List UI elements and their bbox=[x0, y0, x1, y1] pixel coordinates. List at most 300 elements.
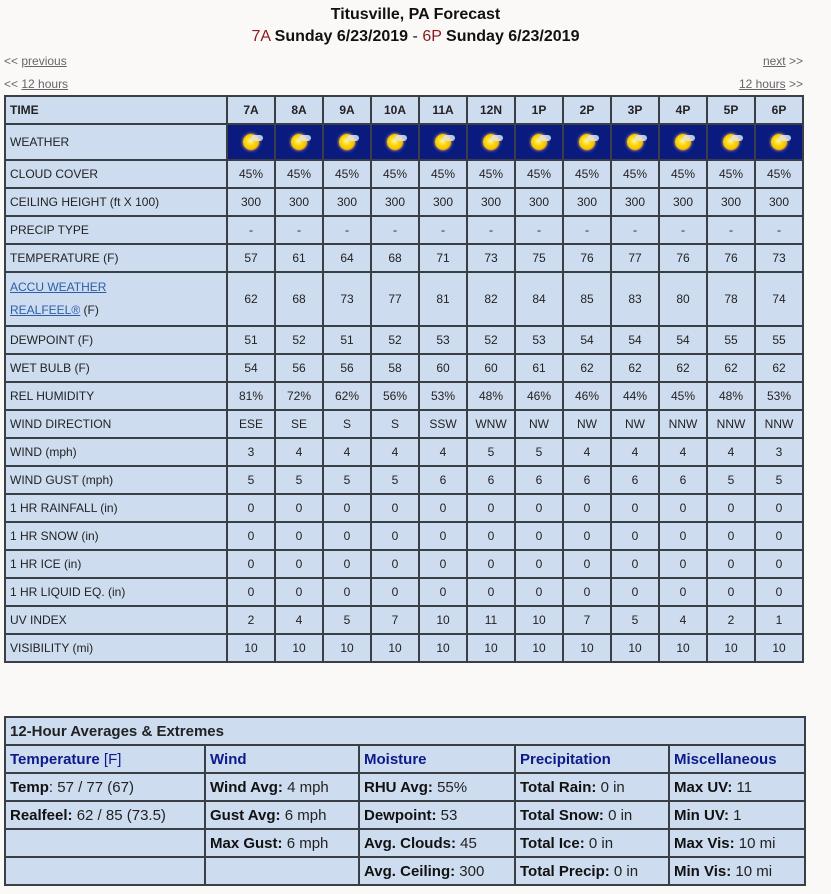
average-cell bbox=[205, 773, 359, 801]
category-miscellaneous bbox=[669, 745, 805, 773]
row-label: VISIBILITY (mi) bbox=[5, 634, 227, 662]
end-date: Sunday 6/23/2019 bbox=[446, 28, 580, 45]
forecast-value: 56% bbox=[371, 382, 419, 410]
average-key: Temp bbox=[10, 778, 49, 796]
forecast-value: 45% bbox=[227, 160, 275, 188]
forecast-value: 54 bbox=[611, 326, 659, 354]
forecast-value: 52 bbox=[275, 326, 323, 354]
forecast-value: - bbox=[611, 216, 659, 244]
average-cell bbox=[359, 857, 515, 885]
forecast-value: 57 bbox=[227, 244, 275, 272]
forecast-value: 4 bbox=[419, 438, 467, 466]
forecast-value: 77 bbox=[611, 244, 659, 272]
forecast-value: 0 bbox=[371, 578, 419, 606]
forecast-value: 10 bbox=[371, 634, 419, 662]
forecast-value: 61 bbox=[515, 354, 563, 382]
row-label: UV INDEX bbox=[5, 606, 227, 634]
forecast-value: 0 bbox=[419, 550, 467, 578]
forecast-value: 6 bbox=[467, 466, 515, 494]
forecast-value: 52 bbox=[371, 326, 419, 354]
partly-sunny-icon bbox=[670, 132, 696, 152]
forecast-value: 2 bbox=[707, 606, 755, 634]
row-label: WET BULB (F) bbox=[5, 354, 227, 382]
average-cell bbox=[515, 829, 669, 857]
forecast-value: 5 bbox=[275, 466, 323, 494]
time-label: TIME bbox=[5, 96, 227, 124]
partly-sunny-icon bbox=[718, 132, 744, 152]
forecast-value: 300 bbox=[515, 188, 563, 216]
partly-sunny-icon bbox=[286, 132, 312, 152]
average-value: 300 bbox=[459, 862, 485, 880]
average-key: Realfeel: bbox=[10, 806, 73, 824]
hour-header: 1P bbox=[515, 96, 563, 124]
forecast-value: 83 bbox=[611, 272, 659, 326]
category-moisture bbox=[359, 745, 515, 773]
average-cell bbox=[359, 801, 515, 829]
forecast-value: NNW bbox=[659, 410, 707, 438]
average-key: Wind Avg: bbox=[210, 778, 283, 796]
forecast-value: 53 bbox=[419, 326, 467, 354]
nav-previous bbox=[4, 54, 67, 68]
averages-row bbox=[5, 857, 805, 885]
forecast-value: 3 bbox=[227, 438, 275, 466]
forecast-value: 0 bbox=[563, 550, 611, 578]
forecast-value: 76 bbox=[659, 244, 707, 272]
hour-header: 10A bbox=[371, 96, 419, 124]
partly-sunny-icon bbox=[766, 132, 792, 152]
forecast-value: 300 bbox=[467, 188, 515, 216]
forecast-value: 4 bbox=[611, 438, 659, 466]
forecast-value: 45% bbox=[659, 382, 707, 410]
row-label bbox=[5, 272, 227, 326]
row-label: 1 HR ICE (in) bbox=[5, 550, 227, 578]
forecast-value: 5 bbox=[371, 466, 419, 494]
average-cell bbox=[5, 829, 205, 857]
forecast-value: 0 bbox=[323, 550, 371, 578]
forecast-value: 53% bbox=[755, 382, 803, 410]
forecast-value: 6 bbox=[419, 466, 467, 494]
forecast-value: 0 bbox=[611, 494, 659, 522]
forecast-value: 0 bbox=[611, 522, 659, 550]
average-cell bbox=[669, 829, 805, 857]
weather-cell bbox=[755, 124, 803, 160]
forecast-value: 10 bbox=[515, 606, 563, 634]
forecast-value: - bbox=[419, 216, 467, 244]
forecast-value: 0 bbox=[755, 494, 803, 522]
forecast-value: 0 bbox=[419, 494, 467, 522]
weather-cell bbox=[563, 124, 611, 160]
partly-sunny-icon bbox=[478, 132, 504, 152]
row-label: DEWPOINT (F) bbox=[5, 326, 227, 354]
forecast-value: 0 bbox=[227, 578, 275, 606]
forecast-value: 5 bbox=[515, 438, 563, 466]
forecast-value: - bbox=[275, 216, 323, 244]
start-time: 7A bbox=[251, 28, 271, 45]
hour-header: 8A bbox=[275, 96, 323, 124]
weather-cell bbox=[515, 124, 563, 160]
average-cell bbox=[5, 857, 205, 885]
forecast-value: 0 bbox=[323, 578, 371, 606]
forecast-value: 300 bbox=[755, 188, 803, 216]
forecast-value: 10 bbox=[227, 634, 275, 662]
category-temperature bbox=[5, 745, 205, 773]
forecast-value: 52 bbox=[467, 326, 515, 354]
weather-row bbox=[5, 124, 803, 160]
forecast-value: 73 bbox=[755, 244, 803, 272]
forecast-value: 6 bbox=[515, 466, 563, 494]
average-value: 4 mph bbox=[287, 778, 329, 796]
forecast-value: 0 bbox=[659, 578, 707, 606]
row-label: TEMPERATURE (F) bbox=[5, 244, 227, 272]
category-unit: [F] bbox=[99, 750, 122, 768]
average-key: RHU Avg: bbox=[364, 778, 433, 796]
averages-category-row bbox=[5, 745, 805, 773]
average-value: 11 bbox=[736, 778, 753, 796]
previous-link[interactable]: previous bbox=[21, 54, 67, 68]
average-cell bbox=[669, 773, 805, 801]
forecast-value: 4 bbox=[275, 438, 323, 466]
time-header-row bbox=[5, 96, 803, 124]
forecast-value: NW bbox=[611, 410, 659, 438]
forecast-value: 62 bbox=[563, 354, 611, 382]
forecast-value: 0 bbox=[563, 494, 611, 522]
forecast-value: 45% bbox=[275, 160, 323, 188]
forecast-row bbox=[5, 438, 803, 466]
category-precipitation bbox=[515, 745, 669, 773]
forecast-value: 51 bbox=[323, 326, 371, 354]
forecast-value: 72% bbox=[275, 382, 323, 410]
forecast-value: 10 bbox=[563, 634, 611, 662]
forecast-value: 0 bbox=[659, 522, 707, 550]
average-cell bbox=[359, 829, 515, 857]
forecast-value: 10 bbox=[755, 634, 803, 662]
forecast-value: - bbox=[467, 216, 515, 244]
average-sep: : bbox=[48, 778, 58, 796]
weather-cell bbox=[275, 124, 323, 160]
row-label: 1 HR LIQUID EQ. (in) bbox=[5, 578, 227, 606]
averages-row bbox=[5, 801, 805, 829]
average-key: Avg. Ceiling: bbox=[364, 862, 456, 880]
average-key: Total Rain: bbox=[520, 778, 597, 796]
forecast-value: 0 bbox=[227, 494, 275, 522]
forecast-row bbox=[5, 326, 803, 354]
forecast-value: 45% bbox=[467, 160, 515, 188]
weather-cell bbox=[419, 124, 467, 160]
forecast-value: 53 bbox=[515, 326, 563, 354]
forecast-value: - bbox=[707, 216, 755, 244]
average-cell bbox=[359, 773, 515, 801]
forecast-value: 48% bbox=[467, 382, 515, 410]
forecast-value: 73 bbox=[323, 272, 371, 326]
forecast-value: 4 bbox=[707, 438, 755, 466]
forecast-value: 58 bbox=[371, 354, 419, 382]
forecast-value: 4 bbox=[275, 606, 323, 634]
average-key: Min Vis: bbox=[674, 862, 732, 880]
forecast-row bbox=[5, 578, 803, 606]
forecast-value: 62 bbox=[611, 354, 659, 382]
forecast-value: 0 bbox=[707, 522, 755, 550]
forecast-value: 10 bbox=[515, 634, 563, 662]
forecast-value: 5 bbox=[467, 438, 515, 466]
forecast-value: 77 bbox=[371, 272, 419, 326]
forecast-value: 54 bbox=[659, 326, 707, 354]
average-value: 1 bbox=[733, 806, 742, 824]
start-date: Sunday 6/23/2019 bbox=[274, 28, 409, 45]
weather-cell bbox=[467, 124, 515, 160]
forecast-value: 0 bbox=[467, 522, 515, 550]
forecast-value: 6 bbox=[563, 466, 611, 494]
forecast-value: - bbox=[515, 216, 563, 244]
forecast-value: 0 bbox=[227, 550, 275, 578]
nav-prev-12-hours bbox=[4, 77, 68, 91]
forecast-range bbox=[0, 26, 831, 48]
forecast-row bbox=[5, 550, 803, 578]
range-separator: - bbox=[412, 28, 418, 45]
forecast-value: 10 bbox=[275, 634, 323, 662]
forecast-value: NNW bbox=[755, 410, 803, 438]
forecast-value: NW bbox=[563, 410, 611, 438]
average-key: Min UV: bbox=[674, 806, 729, 824]
forecast-value: 4 bbox=[659, 606, 707, 634]
forecast-value: 0 bbox=[707, 578, 755, 606]
forecast-value: 7 bbox=[563, 606, 611, 634]
forecast-value: 46% bbox=[515, 382, 563, 410]
forecast-row bbox=[5, 216, 803, 244]
forecast-value: 48% bbox=[707, 382, 755, 410]
forecast-value: 2 bbox=[227, 606, 275, 634]
forecast-value: 10 bbox=[419, 606, 467, 634]
forecast-value: SE bbox=[275, 410, 323, 438]
forecast-value: 0 bbox=[755, 522, 803, 550]
forecast-value: 300 bbox=[419, 188, 467, 216]
hour-header: 6P bbox=[755, 96, 803, 124]
average-key: Total Ice: bbox=[520, 834, 585, 852]
forecast-row bbox=[5, 606, 803, 634]
accuweather-link[interactable]: ACCU WEATHER bbox=[10, 280, 107, 294]
prev-12-hours-link[interactable]: 12 hours bbox=[21, 77, 69, 91]
forecast-value: 78 bbox=[707, 272, 755, 326]
forecast-value: 84 bbox=[515, 272, 563, 326]
averages-title: 12-Hour Averages & Extremes bbox=[5, 717, 805, 745]
forecast-value: 0 bbox=[275, 578, 323, 606]
forecast-value: 0 bbox=[227, 522, 275, 550]
category-name: Wind bbox=[210, 750, 247, 768]
partly-sunny-icon bbox=[238, 132, 264, 152]
partly-sunny-icon bbox=[574, 132, 600, 152]
category-name: Temperature bbox=[10, 750, 100, 768]
forecast-value: 71 bbox=[419, 244, 467, 272]
forecast-value: 62 bbox=[755, 354, 803, 382]
forecast-value: WNW bbox=[467, 410, 515, 438]
forecast-value: 300 bbox=[371, 188, 419, 216]
forecast-value: 0 bbox=[755, 578, 803, 606]
average-value: 0 in bbox=[613, 862, 639, 880]
forecast-value: - bbox=[371, 216, 419, 244]
forecast-value: 0 bbox=[467, 494, 515, 522]
forecast-value: 82 bbox=[467, 272, 515, 326]
forecast-value: 54 bbox=[227, 354, 275, 382]
forecast-row bbox=[5, 188, 803, 216]
average-cell bbox=[205, 801, 359, 829]
forecast-value: 56 bbox=[323, 354, 371, 382]
weather-cell bbox=[323, 124, 371, 160]
row-label: PRECIP TYPE bbox=[5, 216, 227, 244]
average-key: Gust Avg: bbox=[210, 806, 281, 824]
forecast-value: 5 bbox=[323, 466, 371, 494]
forecast-value: 0 bbox=[563, 522, 611, 550]
next-12-hours-link[interactable]: 12 hours bbox=[738, 77, 786, 91]
forecast-value: 5 bbox=[611, 606, 659, 634]
forecast-value: 45% bbox=[419, 160, 467, 188]
row-label: WIND GUST (mph) bbox=[5, 466, 227, 494]
forecast-value: 0 bbox=[275, 550, 323, 578]
forecast-value: 1 bbox=[755, 606, 803, 634]
forecast-row bbox=[5, 354, 803, 382]
forecast-value: 0 bbox=[275, 494, 323, 522]
forecast-row bbox=[5, 272, 803, 326]
forecast-value: 64 bbox=[323, 244, 371, 272]
forecast-value: 300 bbox=[323, 188, 371, 216]
forecast-value: 0 bbox=[467, 550, 515, 578]
forecast-value: 0 bbox=[515, 494, 563, 522]
nav-next bbox=[763, 54, 803, 68]
forecast-value: S bbox=[323, 410, 371, 438]
forecast-value: 75 bbox=[515, 244, 563, 272]
average-key: Total Precip: bbox=[520, 862, 610, 880]
next-link[interactable]: next bbox=[762, 54, 786, 68]
category-wind bbox=[205, 745, 359, 773]
forecast-value: 4 bbox=[563, 438, 611, 466]
forecast-value: 46% bbox=[563, 382, 611, 410]
forecast-value: 45% bbox=[611, 160, 659, 188]
average-cell bbox=[5, 773, 205, 801]
average-cell bbox=[5, 801, 205, 829]
row-label-unit: (F) bbox=[80, 303, 99, 317]
average-cell bbox=[669, 857, 805, 885]
forecast-value: 0 bbox=[515, 550, 563, 578]
forecast-value: 68 bbox=[275, 272, 323, 326]
forecast-value: 45% bbox=[371, 160, 419, 188]
prev-arrows: << bbox=[4, 54, 19, 68]
forecast-value: 0 bbox=[275, 522, 323, 550]
forecast-value: 56 bbox=[275, 354, 323, 382]
averages-title-row bbox=[5, 717, 805, 745]
forecast-value: 73 bbox=[467, 244, 515, 272]
average-value: 55% bbox=[437, 778, 468, 796]
forecast-value: 74 bbox=[755, 272, 803, 326]
partly-sunny-icon bbox=[334, 132, 360, 152]
partly-sunny-icon bbox=[430, 132, 456, 152]
forecast-value: 300 bbox=[659, 188, 707, 216]
forecast-value: 10 bbox=[659, 634, 707, 662]
forecast-value: 0 bbox=[371, 550, 419, 578]
average-value: 0 in bbox=[600, 778, 625, 796]
weather-label: WEATHER bbox=[5, 124, 227, 160]
forecast-row bbox=[5, 634, 803, 662]
forecast-value: 44% bbox=[611, 382, 659, 410]
average-cell bbox=[669, 801, 805, 829]
forecast-value: - bbox=[659, 216, 707, 244]
average-value: 62 / 85 (73.5) bbox=[76, 806, 166, 824]
average-value: 10 mi bbox=[738, 834, 776, 852]
forecast-value: 76 bbox=[707, 244, 755, 272]
forecast-value: - bbox=[563, 216, 611, 244]
forecast-value: 4 bbox=[323, 438, 371, 466]
forecast-value: SSW bbox=[419, 410, 467, 438]
page-title: Titusville, PA Forecast bbox=[330, 6, 501, 23]
hour-header: 7A bbox=[227, 96, 275, 124]
forecast-value: 4 bbox=[371, 438, 419, 466]
forecast-value: 3 bbox=[755, 438, 803, 466]
partly-sunny-icon bbox=[526, 132, 552, 152]
averages-row bbox=[5, 773, 805, 801]
forecast-value: 300 bbox=[563, 188, 611, 216]
hourly-forecast-table bbox=[4, 95, 804, 663]
category-name: Miscellaneous bbox=[674, 750, 777, 768]
nav-next-12-hours bbox=[739, 77, 803, 91]
forecast-value: 55 bbox=[707, 326, 755, 354]
average-key: Max Gust: bbox=[210, 834, 283, 852]
forecast-value: 10 bbox=[419, 634, 467, 662]
row-label: WIND DIRECTION bbox=[5, 410, 227, 438]
forecast-row bbox=[5, 382, 803, 410]
forecast-value: 0 bbox=[371, 494, 419, 522]
forecast-value: 45% bbox=[515, 160, 563, 188]
forecast-value: 61 bbox=[275, 244, 323, 272]
forecast-value: 60 bbox=[419, 354, 467, 382]
average-cell bbox=[205, 829, 359, 857]
prev-arrows: << bbox=[4, 77, 19, 91]
forecast-value: 81 bbox=[419, 272, 467, 326]
forecast-value: 0 bbox=[611, 550, 659, 578]
forecast-value: 0 bbox=[515, 522, 563, 550]
forecast-row bbox=[5, 244, 803, 272]
forecast-value: 45% bbox=[659, 160, 707, 188]
average-key: Total Snow: bbox=[520, 806, 604, 824]
forecast-value: 54 bbox=[563, 326, 611, 354]
forecast-value: 10 bbox=[323, 634, 371, 662]
average-key: Dewpoint: bbox=[364, 806, 437, 824]
average-value: 53 bbox=[440, 806, 458, 824]
forecast-value: 6 bbox=[659, 466, 707, 494]
hour-header: 4P bbox=[659, 96, 707, 124]
forecast-value: ESE bbox=[227, 410, 275, 438]
forecast-value: 300 bbox=[707, 188, 755, 216]
category-name: Moisture bbox=[364, 750, 427, 768]
average-key: Max Vis: bbox=[674, 834, 735, 852]
weather-cell bbox=[611, 124, 659, 160]
average-key: Max UV: bbox=[674, 778, 733, 796]
forecast-value: 62 bbox=[227, 272, 275, 326]
forecast-value: 0 bbox=[659, 550, 707, 578]
averages-extremes-table bbox=[4, 716, 806, 886]
forecast-value: 5 bbox=[707, 466, 755, 494]
row-label: 1 HR SNOW (in) bbox=[5, 522, 227, 550]
forecast-value: 51 bbox=[227, 326, 275, 354]
realfeel-link[interactable]: REALFEEL® bbox=[10, 303, 81, 317]
forecast-value: - bbox=[227, 216, 275, 244]
average-cell bbox=[205, 857, 359, 885]
forecast-value: 0 bbox=[323, 522, 371, 550]
row-label: REL HUMIDITY bbox=[5, 382, 227, 410]
forecast-value: 5 bbox=[755, 466, 803, 494]
next-arrows: >> bbox=[788, 77, 803, 91]
average-cell bbox=[515, 801, 669, 829]
forecast-value: 0 bbox=[563, 578, 611, 606]
row-label: CEILING HEIGHT (ft X 100) bbox=[5, 188, 227, 216]
hour-header: 5P bbox=[707, 96, 755, 124]
forecast-value: 81% bbox=[227, 382, 275, 410]
